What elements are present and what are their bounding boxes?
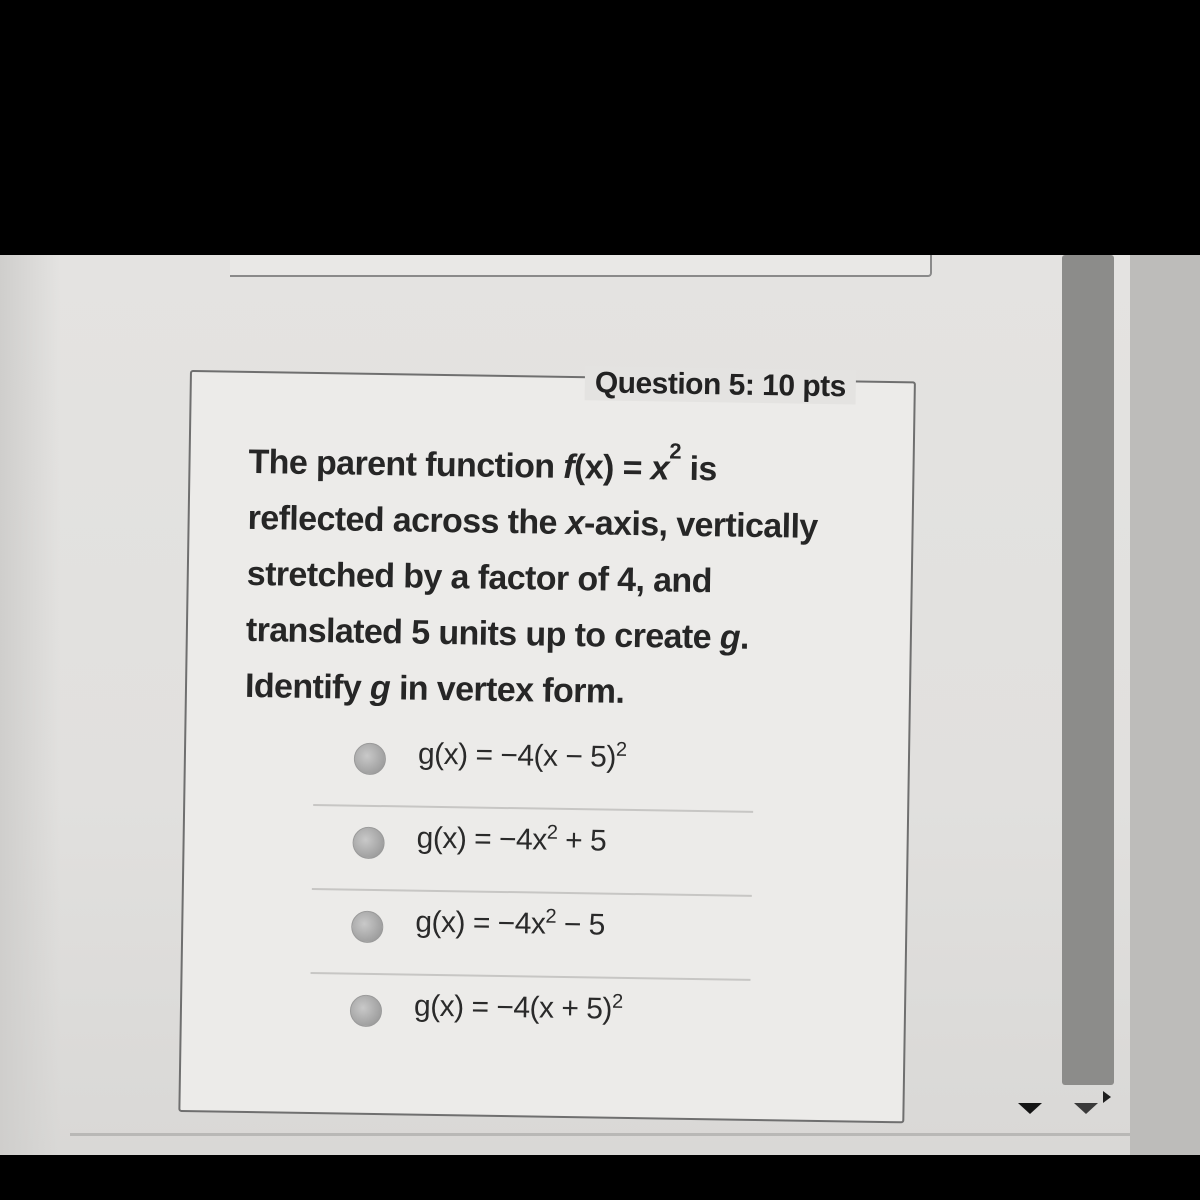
answer-option-4[interactable] — [309, 974, 760, 1065]
radio-button[interactable] — [354, 743, 386, 775]
answer-option-1[interactable] — [313, 722, 764, 813]
question-text — [245, 434, 869, 724]
question-line-2: reflected across the x-axis, vertically — [247, 498, 818, 546]
answer-option-3[interactable] — [311, 890, 762, 981]
question-line-1: The parent function $f(x) = x^2$ is — [248, 438, 717, 489]
radio-button[interactable] — [350, 995, 382, 1027]
screen-edge-shadow — [0, 255, 60, 1155]
radio-button[interactable] — [351, 911, 383, 943]
camera-frame-top — [0, 0, 1200, 255]
camera-frame-bottom — [0, 1155, 1200, 1200]
scrollbar-track[interactable] — [1130, 255, 1200, 1155]
answer-label[interactable]: $g(x) = -4(x - 5)^2$ — [417, 737, 627, 774]
question-line-5: Identify g in vertex form. — [244, 666, 625, 711]
answer-options — [309, 722, 764, 1065]
question-card — [178, 366, 914, 1121]
answer-label[interactable]: $g(x) = -4x^2 + 5$ — [416, 821, 607, 858]
question-legend: Question 5: 10 pts — [585, 366, 857, 404]
scrollbar-thumb[interactable] — [1062, 255, 1114, 1085]
scroll-right-arrow-icon[interactable] — [1103, 1091, 1111, 1103]
scroll-down-arrow-icon[interactable] — [1018, 1103, 1042, 1114]
question-line-3: stretched by a factor of 4, and — [246, 554, 713, 601]
answer-label[interactable]: $g(x) = -4x^2 - 5$ — [415, 905, 606, 942]
radio-button[interactable] — [352, 827, 384, 859]
screen — [0, 255, 1200, 1155]
page-bottom-divider — [70, 1133, 1130, 1136]
scroll-down-arrow-icon[interactable] — [1074, 1103, 1098, 1114]
answer-label[interactable]: $g(x) = -4(x + 5)^2$ — [413, 989, 623, 1026]
answer-option-2[interactable] — [312, 806, 763, 897]
question-line-4: translated 5 units up to create g. — [245, 610, 750, 657]
previous-question-card — [230, 255, 932, 277]
